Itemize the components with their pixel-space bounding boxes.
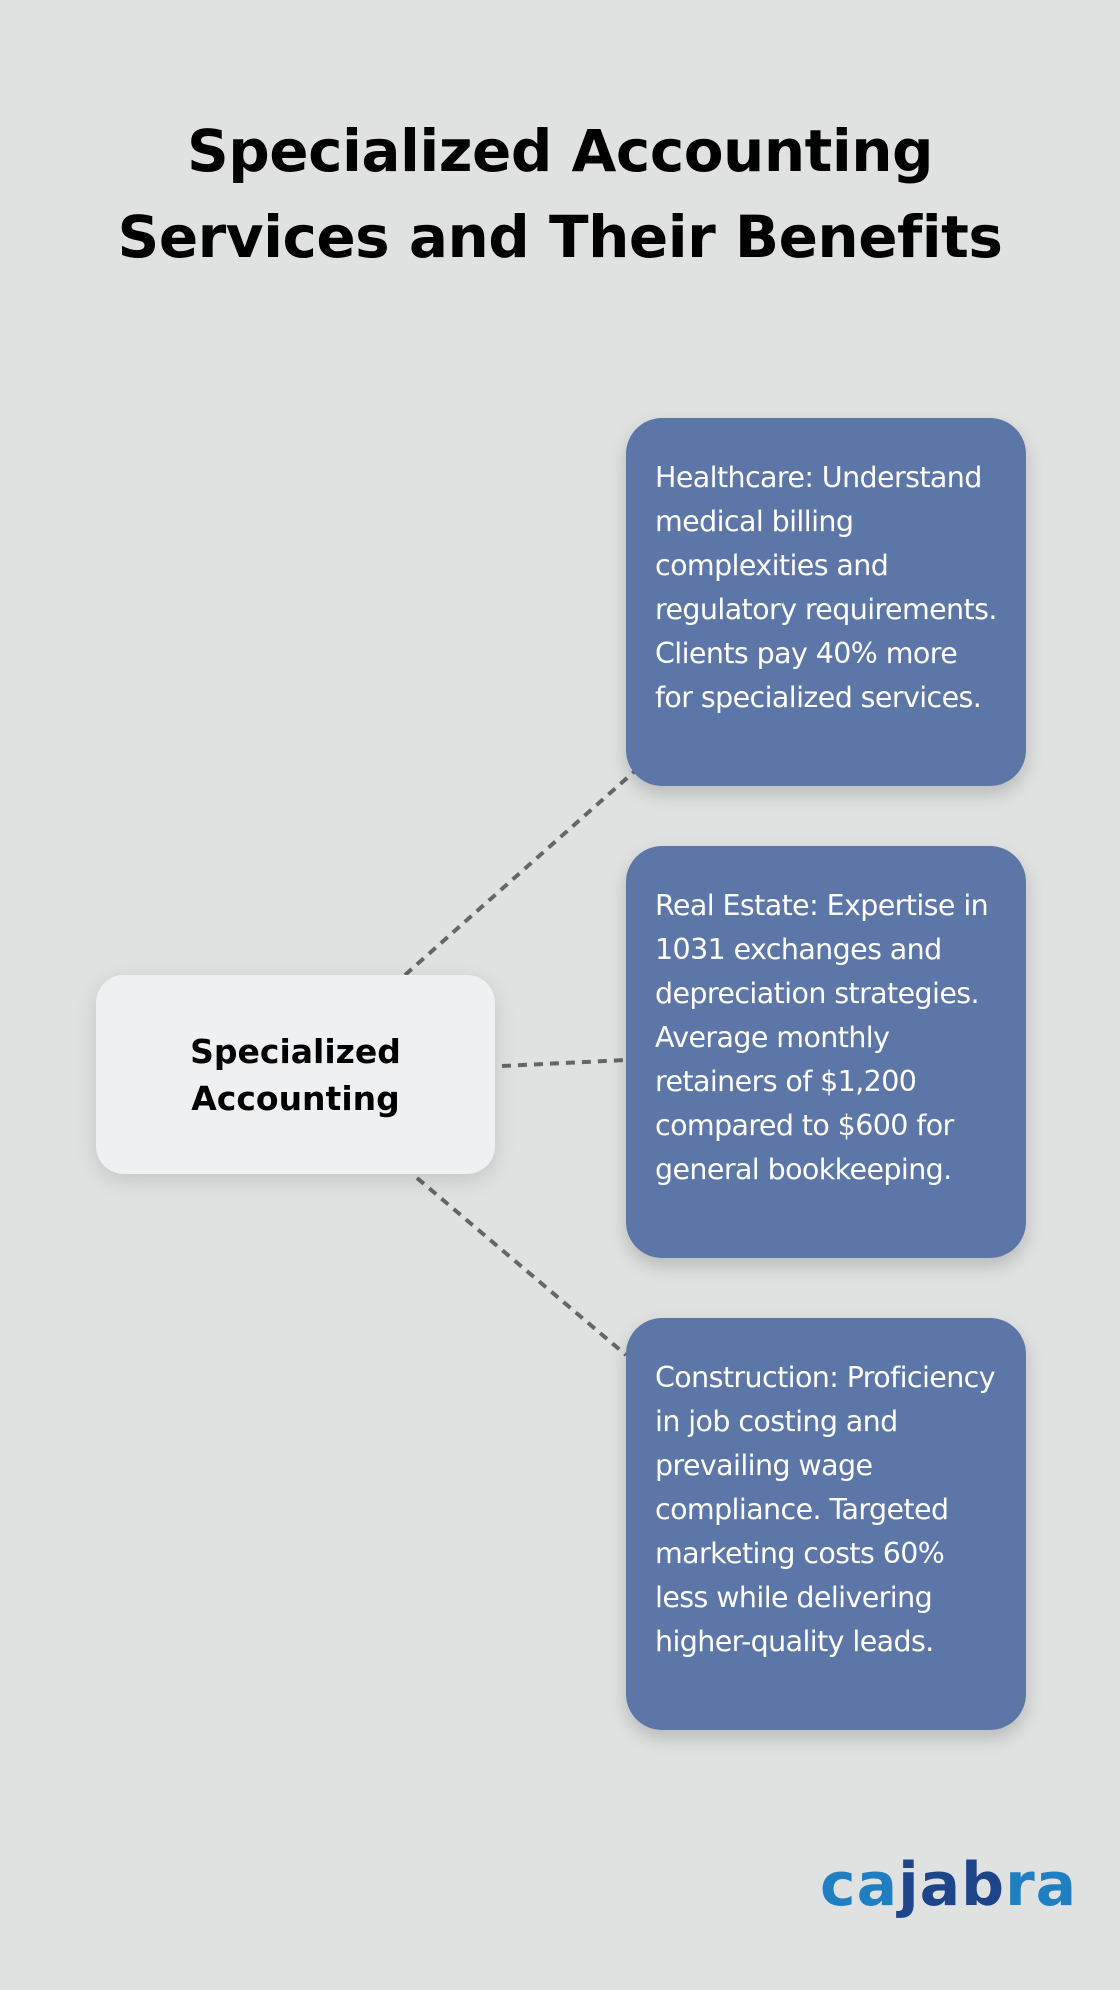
connector-construction — [417, 1178, 626, 1355]
card-construction — [626, 1318, 1026, 1730]
card-real-estate-text: Real Estate: Expertise in 1031 exchanges and depreciation strategies. Average monthly retainers of $1,200 compared to $600 for general bookkeeping. — [655, 889, 989, 1186]
logo-part-2: jab — [898, 1850, 1006, 1920]
connector-real-estate — [502, 1060, 626, 1066]
center-node-label: Specialized Accounting — [190, 1031, 401, 1118]
logo-part-3: ra — [1005, 1850, 1078, 1920]
cajabra-logo — [820, 1850, 1077, 1920]
card-healthcare-text: Healthcare: Understand medical billing complexities and regulatory requirements. Clients pay 40% more for specialized services. — [655, 461, 997, 714]
card-construction-text: Construction: Proficiency in job costing and prevailing wage compliance. Targeted marketing costs 60% less while delivering higher-quality leads. — [655, 1361, 996, 1658]
logo-part-1: ca — [820, 1850, 899, 1920]
card-real-estate — [626, 846, 1026, 1258]
connector-healthcare — [405, 770, 636, 975]
title-line-2: Services and Their Benefits — [117, 203, 1003, 271]
card-healthcare — [626, 418, 1026, 786]
title-line-1: Specialized Accounting — [186, 117, 934, 185]
center-node — [96, 975, 495, 1174]
